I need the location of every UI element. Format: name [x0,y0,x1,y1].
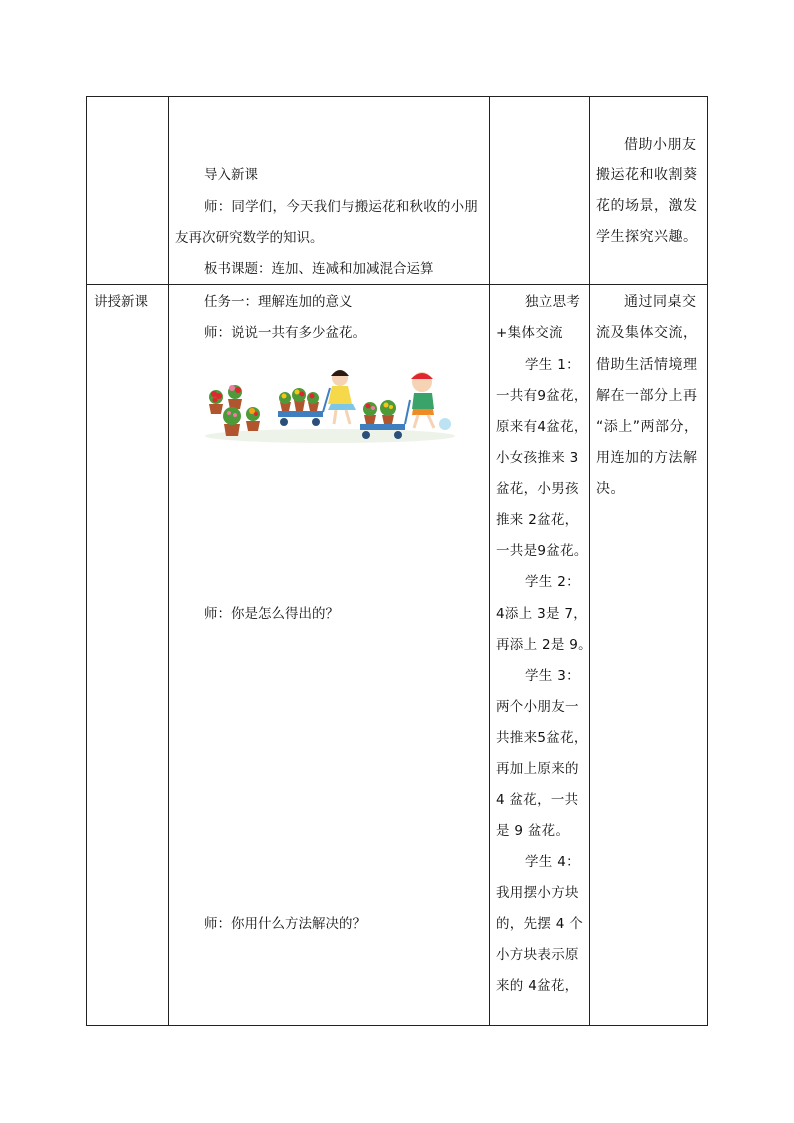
activity-line: 我用摆小方块 [496,885,579,901]
activity-line: 再加上原来的 [496,761,579,777]
table-border-bottom [86,1025,708,1026]
boy-pushing-cart-icon [360,372,451,439]
intro-line: 师：同学们，今天我们与搬运花和秋收的小朋 [204,199,478,215]
activity-line: 是 9 盆花。 [496,823,570,839]
table-divider-1 [168,96,169,1026]
girl-pushing-cart-icon [278,370,356,426]
activity-line: 盆花，小男孩 [496,481,579,497]
activity-line: 4 盆花，一共 [496,792,579,808]
intro-line: 友再次研究数学的知识。 [175,230,324,246]
task-title: 任务一：理解连加的意义 [204,294,353,310]
table-divider-2 [489,96,490,1026]
activity-line: 再添上 2是 9。 [496,637,592,653]
intent-line: 流及集体交流， [596,325,698,341]
intent-line: 借助生活情境理 [596,357,698,373]
activity-line: 小方块表示原 [496,947,579,963]
intent-line: 决。 [596,481,625,497]
table-divider-3 [589,96,590,1026]
table-border-right [707,96,708,1026]
flower-pot-icon [228,385,242,409]
intent-line: “添上”两部分， [596,419,699,435]
activity-line: 共推来5盆花， [496,730,588,746]
activity-line: 一共有9盆花， [496,388,588,404]
board-title: 板书课题：连加、连减和加减混合运算 [204,261,434,277]
activity-line: 的，先摆 4 个 [496,916,584,932]
activity-line: 学生 2： [525,574,580,590]
activity-line: 原来有4盆花， [496,419,588,435]
flower-pot-icon [223,407,241,436]
intent-line: 用连加的方法解 [596,450,698,466]
intro-heading: 导入新课 [204,167,258,183]
activity-line: 学生 3： [525,668,580,684]
activity-line: +集体交流 [496,325,563,341]
teacher-question: 师：你用什么方法解决的？ [204,916,366,932]
activity-line: 来的 4盆花， [496,978,579,994]
activity-line: 学生 4： [525,854,580,870]
intro-purpose-line: 花的场景，激发 [596,198,698,214]
flower-pot-icon [209,390,223,414]
teacher-question: 师：你是怎么得出的？ [204,606,339,622]
table-border-top [86,96,708,97]
activity-line: 学生 1： [525,357,580,373]
intent-line: 解在一部分上再 [596,388,698,404]
flower-pot-icon [246,407,260,431]
intro-purpose-line: 搬运花和收割葵 [596,167,698,183]
activity-line: 推来 2盆花， [496,512,579,528]
intro-purpose-line: 借助小朋友 [624,137,697,153]
table-border-left [86,96,87,1026]
activity-line: 4添上 3是 7， [496,606,588,622]
intro-purpose-line: 学生探究兴趣。 [596,229,698,245]
section-label: 讲授新课 [94,294,148,310]
flower-cart-illustration [200,366,455,446]
teacher-question: 师：说说一共有多少盆花。 [204,325,366,341]
intent-line: 通过同桌交 [624,294,697,310]
activity-line: 一共是9盆花。 [496,543,588,559]
activity-line: 两个小朋友一 [496,699,579,715]
activity-line: 独立思考 [525,294,581,310]
table-row-divider [86,284,708,285]
activity-line: 小女孩推来 3 [496,450,579,466]
